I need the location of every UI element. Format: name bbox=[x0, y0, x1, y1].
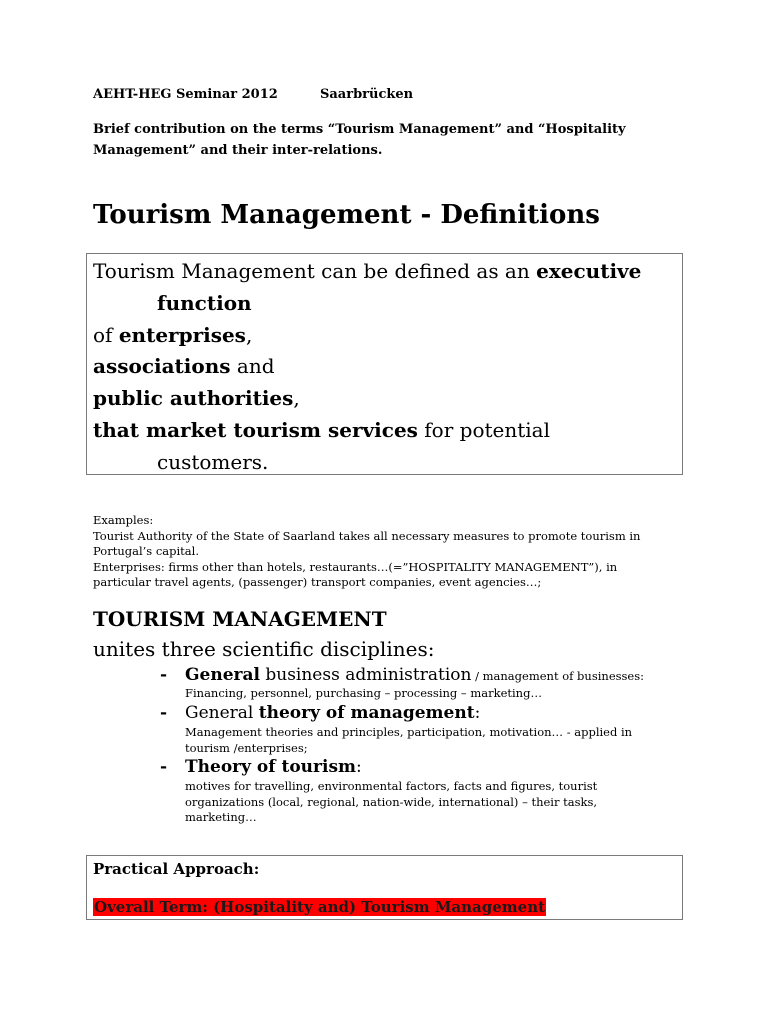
definition-keyword: that market tourism services bbox=[93, 418, 418, 442]
detail-line: marketing… bbox=[185, 810, 257, 824]
definition-text: customers. bbox=[157, 450, 269, 474]
detail-line: organizations (local, regional, nation-wide, international) – their tasks, bbox=[185, 794, 598, 809]
detail-line: motives for travelling, environmental factors, facts and figures, tourist bbox=[185, 779, 598, 793]
discipline-keyword: Theory of tourism bbox=[185, 757, 357, 777]
seminar-location: Saarbrücken bbox=[320, 87, 414, 102]
definition-line bbox=[157, 450, 268, 474]
detail-line: Financing, personnel, purchasing – processing – marketing… bbox=[185, 686, 542, 700]
discipline-text: : bbox=[356, 757, 362, 777]
list-dash: - bbox=[160, 757, 168, 777]
discipline-text: General bbox=[185, 703, 259, 723]
header-line bbox=[93, 87, 414, 102]
page-title: Tourism Management - Definitions bbox=[93, 200, 600, 230]
definition-text: of bbox=[93, 323, 119, 347]
definition-keyword: associations bbox=[93, 354, 231, 378]
definition-text: , bbox=[293, 386, 300, 410]
definition-line bbox=[93, 259, 641, 283]
definition-line bbox=[157, 291, 252, 315]
overall-term-highlight: Overall Term: (Hospitality and) Tourism Management bbox=[94, 898, 546, 916]
discipline-title bbox=[185, 757, 362, 777]
section-subheading: unites three scientific disciplines: bbox=[93, 637, 435, 661]
definition-text: and bbox=[230, 354, 275, 378]
discipline-details bbox=[185, 686, 542, 702]
intro-line: Brief contribution on the terms “Tourism Management” and “Hospitality bbox=[93, 122, 626, 137]
discipline-keyword: theory of management bbox=[258, 703, 475, 723]
intro-line: Management” and their inter-relations. bbox=[93, 143, 383, 158]
examples-label: Examples: bbox=[93, 513, 154, 527]
list-dash: - bbox=[160, 703, 168, 723]
discipline-text: business administration bbox=[259, 665, 472, 685]
example-line: particular travel agents, (passenger) transport companies, event agencies…; bbox=[93, 575, 542, 589]
example-line: Enterprises: firms other than hotels, restaurants…(=”HOSPITALITY MANAGEMENT”), in bbox=[93, 559, 618, 574]
list-dash: - bbox=[160, 665, 168, 685]
practical-approach-title: Practical Approach: bbox=[93, 860, 260, 878]
discipline-title bbox=[185, 665, 644, 685]
detail-line: tourism /enterprises; bbox=[185, 740, 308, 755]
definition-line bbox=[93, 386, 300, 410]
definition-line bbox=[93, 418, 550, 442]
discipline-text: : bbox=[474, 703, 481, 723]
example-line: Portugal’s capital. bbox=[93, 544, 199, 558]
discipline-details bbox=[185, 725, 632, 756]
discipline-details bbox=[185, 779, 597, 826]
definition-keyword: public authorities bbox=[93, 386, 294, 410]
definition-text: Tourism Management can be defined as an bbox=[93, 259, 537, 283]
definition-box bbox=[86, 253, 683, 475]
discipline-keyword: General bbox=[185, 665, 260, 685]
examples-block bbox=[93, 513, 673, 591]
intro-text bbox=[93, 119, 653, 161]
definition-text: for potential bbox=[417, 418, 550, 442]
practical-approach-box bbox=[86, 855, 683, 920]
example-line: Tourist Authority of the State of Saarland takes all necessary measures to promote tourism in bbox=[93, 528, 641, 543]
discipline-title bbox=[185, 703, 480, 723]
definition-keyword: enterprises bbox=[118, 323, 246, 347]
detail-line: Management theories and principles, participation, motivation… - applied in bbox=[185, 725, 633, 739]
section-heading: TOURISM MANAGEMENT bbox=[93, 607, 387, 631]
definition-keyword: executive bbox=[536, 259, 642, 283]
seminar-title: AEHT-HEG Seminar 2012 bbox=[93, 87, 278, 102]
definition-line bbox=[93, 323, 252, 347]
definition-keyword: function bbox=[157, 291, 252, 315]
discipline-note: / management of businesses: bbox=[471, 669, 645, 683]
definition-line bbox=[93, 354, 275, 378]
definition-text: , bbox=[245, 323, 253, 347]
